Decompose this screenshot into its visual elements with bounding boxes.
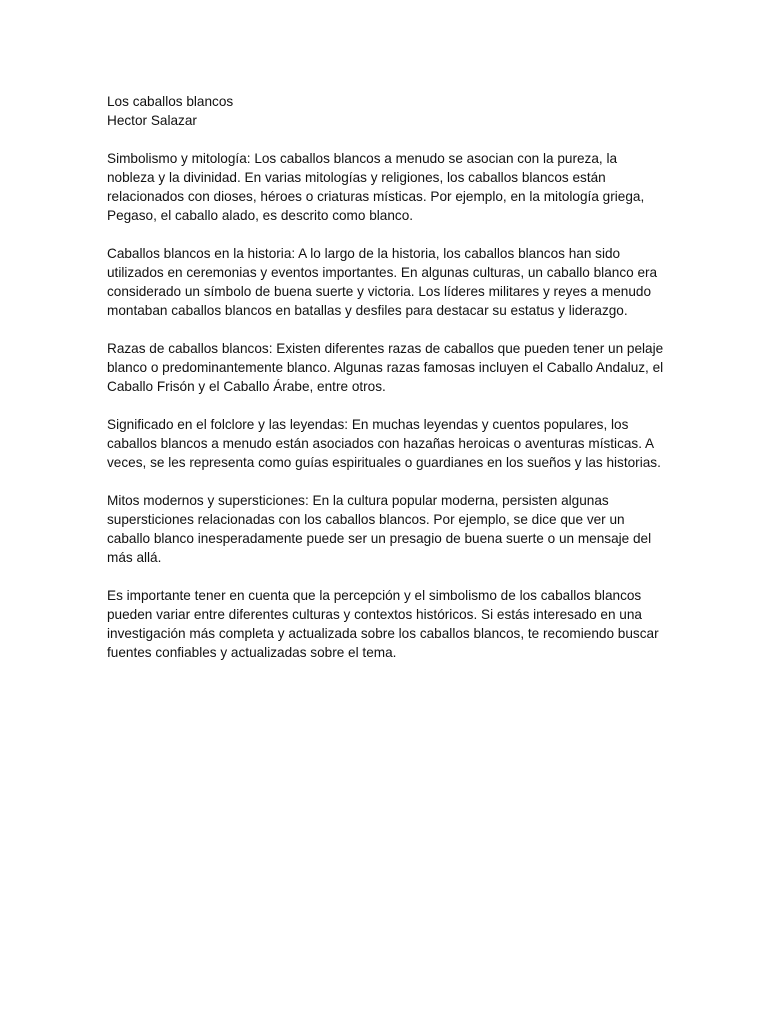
paragraph-conclusion: Es importante tener en cuenta que la percepción y el simbolismo de los caballos blancos pueden variar entre diferentes culturas y contextos históricos. Si estás interesado en una investigación más completa y actualizada sobre los caballos blancos, te recomiendo buscar fuentes confiables y actualizadas sobre el tema.	[107, 588, 659, 660]
paragraph-razas: Razas de caballos blancos: Existen diferentes razas de caballos que pueden tener un pelaje blanco o predominantemente blanco. Algunas razas famosas incluyen el Caballo Andaluz, el Caballo Frisón y el Caballo Árabe, entre otros.	[107, 341, 664, 394]
paragraph-historia: Caballos blancos en la historia: A lo largo de la historia, los caballos blancos han sido utilizados en ceremonias y eventos importantes. En algunas culturas, un caballo blanco era considerado un símbolo de buena suerte y victoria. Los líderes militares y reyes a menudo montaban caballos blancos en batallas y desfiles para destacar su estatus y liderazgo.	[107, 246, 658, 318]
document-header	[107, 92, 667, 130]
paragraph-simbolismo: Simbolismo y mitología: Los caballos blancos a menudo se asocian con la pureza, la nobleza y la divinidad. En varias mitologías y religiones, los caballos blancos están relacionados con dioses, héroes o criaturas místicas. Por ejemplo, en la mitología griega, Pegaso, el caballo alado, es descrito como blanco.	[107, 151, 645, 223]
document-page	[107, 92, 667, 681]
paragraph-folclore: Significado en el folclore y las leyendas: En muchas leyendas y cuentos populares, los caballos blancos a menudo están asociados con hazañas heroicas o aventuras místicas. A veces, se les representa como guías espirituales o guardianes en los sueños y las historias.	[107, 417, 661, 470]
document-title: Los caballos blancos	[107, 94, 234, 109]
document-author: Hector Salazar	[107, 113, 197, 128]
paragraph-mitos-modernos: Mitos modernos y supersticiones: En la cultura popular moderna, persisten algunas supersticiones relacionadas con los caballos blancos. Por ejemplo, se dice que ver un caballo blanco inesperadamente puede ser un presagio de buena suerte o un mensaje del más allá.	[107, 493, 652, 565]
